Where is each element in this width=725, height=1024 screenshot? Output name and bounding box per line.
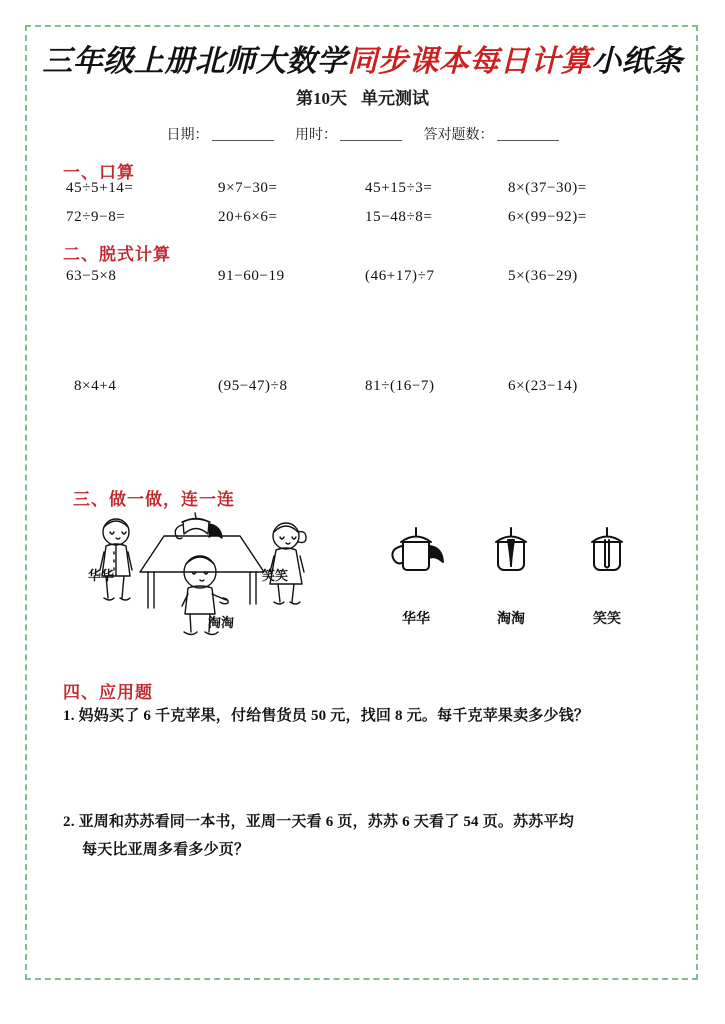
- vessel-label-1: 淘淘: [497, 612, 525, 627]
- time-label: 用时：: [295, 128, 337, 143]
- correct-field-group: [424, 124, 559, 144]
- correct-input-blank[interactable]: [497, 127, 559, 141]
- section1-r0-c2: 45+15÷3=: [365, 180, 433, 196]
- cup-full-icon[interactable]: [480, 524, 542, 582]
- word-problem-1-line-1: 1. 妈妈买了 6 千克苹果，付给售货员 50 元，找回 8 元。每千克苹果卖多少钱？: [63, 708, 590, 724]
- illustration-svg: [78, 512, 328, 637]
- date-input-blank[interactable]: [212, 127, 274, 141]
- scene-label-left: 华华: [88, 568, 115, 583]
- page-subtitle: [0, 84, 725, 109]
- vessel-label-2: 笑笑: [593, 612, 621, 627]
- section2-r1-c2: 81÷(16−7): [365, 378, 435, 394]
- section2-r1-c1: (95−47)÷8: [218, 378, 288, 394]
- section1-r1-c0: 72÷9−8=: [66, 209, 126, 225]
- children-at-table-illustration: [78, 512, 328, 637]
- section1-r1-c3: 6×(99−92)=: [508, 209, 587, 225]
- section1-r0-c0: 45÷5+14=: [66, 180, 134, 196]
- cup-thin-icon[interactable]: [576, 524, 638, 582]
- vessel-label-0: 华华: [402, 612, 430, 627]
- section2-r1-c0: 8×4+4: [74, 378, 117, 394]
- page-title: [0, 36, 725, 80]
- section-4-heading: 四、应用题: [63, 683, 153, 702]
- section1-r0-c3: 8×(37−30)=: [508, 180, 587, 196]
- title-part-red: 同步课本每日计算: [347, 45, 592, 78]
- title-part-black-2: 小纸条: [591, 45, 683, 78]
- time-input-blank[interactable]: [340, 127, 402, 141]
- cup-thin-icon-svg: [576, 524, 638, 582]
- section-1-heading: 一、口算: [63, 163, 135, 182]
- section2-r1-c3: 6×(23−14): [508, 378, 578, 394]
- date-label: 日期：: [166, 128, 209, 143]
- title-part-black-1: 三年级上册北师大数学: [42, 45, 348, 78]
- section2-r0-c2: (46+17)÷7: [365, 268, 435, 284]
- correct-label: 答对题数：: [423, 128, 494, 143]
- section1-r1-c1: 20+6×6=: [218, 209, 278, 225]
- scene-label-right: 笑笑: [262, 568, 289, 583]
- section2-r0-c1: 91−60−19: [218, 268, 285, 284]
- section2-r0-c3: 5×(36−29): [508, 268, 578, 284]
- section1-r1-c2: 15−48÷8=: [365, 209, 433, 225]
- section-3-heading: 三、做一做，连一连: [73, 490, 235, 509]
- subtitle-day: 第10天: [296, 89, 347, 108]
- scene-label-bottom: 淘淘: [208, 615, 235, 630]
- teapot-icon-svg: [385, 524, 447, 582]
- section2-r0-c0: 63−5×8: [66, 268, 117, 284]
- teapot-icon[interactable]: [385, 524, 447, 582]
- time-field-group: [295, 124, 402, 144]
- cup-full-icon-svg: [480, 524, 542, 582]
- word-problem-2-line-2: 每天比亚周多看多少页？: [82, 842, 250, 858]
- section-2-heading: 二、脱式计算: [63, 245, 171, 264]
- word-problem-2-line-1: 2. 亚周和苏苏看同一本书，亚周一天看 6 页，苏苏 6 天看了 54 页。苏苏平均: [63, 814, 574, 830]
- section1-r0-c1: 9×7−30=: [218, 180, 278, 196]
- date-field-group: [167, 124, 274, 144]
- worksheet-meta-line: [0, 124, 725, 144]
- subtitle-type: 单元测试: [361, 89, 429, 108]
